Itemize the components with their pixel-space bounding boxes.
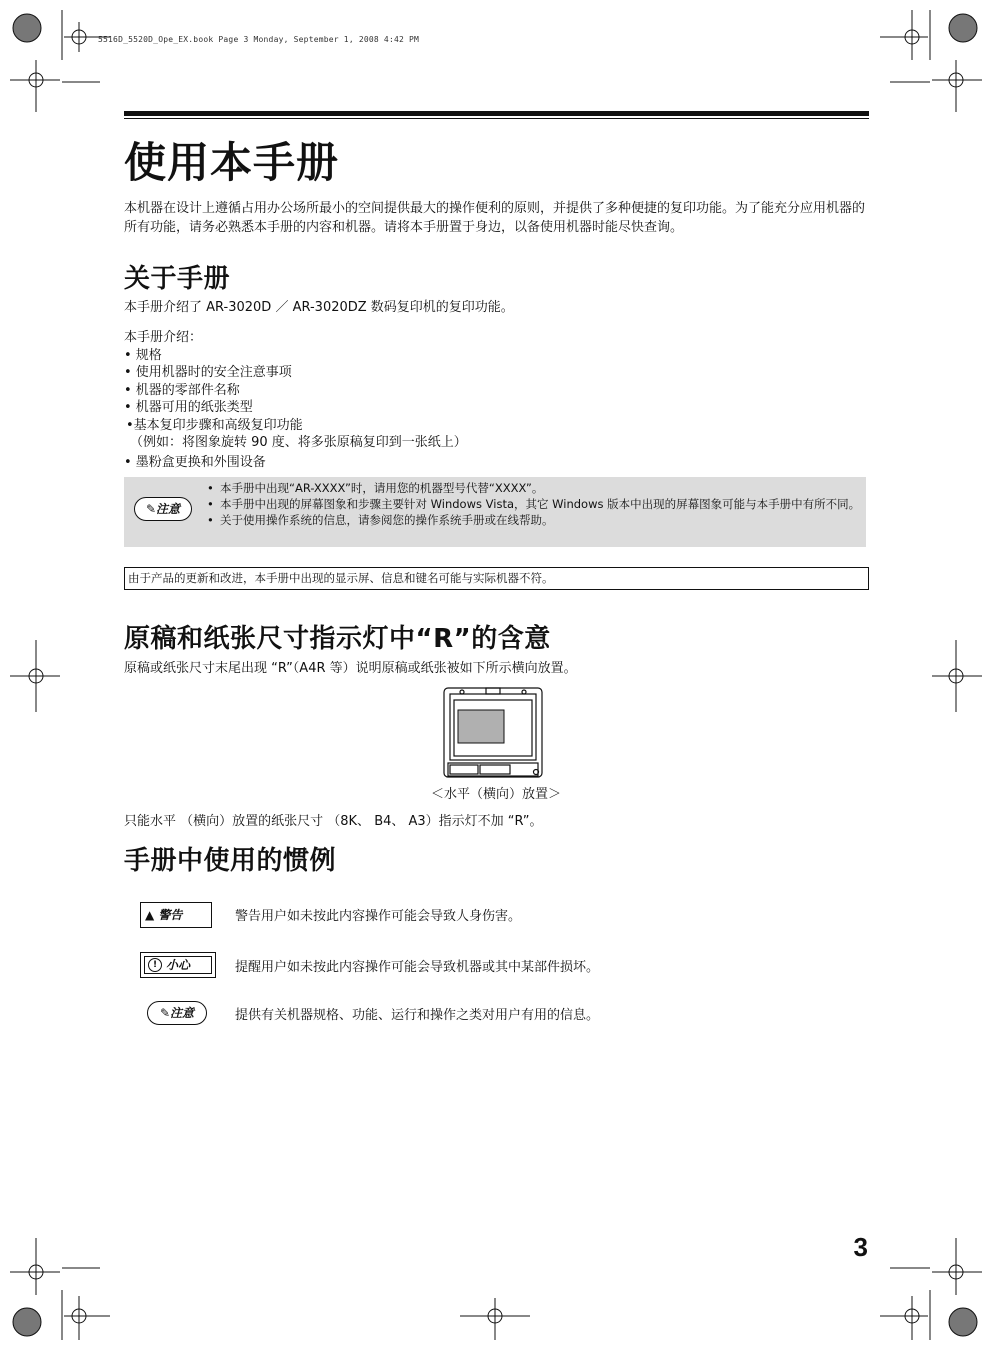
about-description: 本手册介绍了 AR-3020D ／ AR-3020DZ 数码复印机的复印功能。 xyxy=(124,300,514,315)
note-badge: ✎注意 xyxy=(134,497,192,521)
about-list xyxy=(124,329,467,471)
note-item: • 关于使用操作系统的信息，请参阅您的操作系统手册或在线帮助。 xyxy=(207,512,862,528)
illustration-caption: ＜水平（横向）放置＞ xyxy=(430,787,561,802)
warning-badge: ▲ 警告 xyxy=(140,902,212,928)
intro-paragraph: 本机器在设计上遵循占用办公场所最小的空间提供最大的操作便利的原则，并提供了多种便捷的复印功能。为了能充分应用机器的所有功能，请务必熟悉本手册的内容和机器。请将本手册置于身边，以备使用机器时能尽快查询。 xyxy=(124,201,866,235)
pencil-icon: ✎ xyxy=(145,502,157,516)
book-header-meta: 5516D_5520D_Ope_EX.book Page 3 Monday, September 1, 2008 4:42 PM xyxy=(98,35,420,44)
list-item: • 使用机器时的安全注意事项 xyxy=(124,365,292,380)
caution-outline-box: ! 小心 xyxy=(144,956,212,974)
note-convention-badge: ✎注意 xyxy=(147,1001,207,1025)
caution-badge xyxy=(140,952,216,978)
note-list xyxy=(207,480,862,528)
list-item: （例如：将图象旋转 90 度、将多张原稿复印到一张纸上） xyxy=(130,435,467,450)
caution-text: 提醒用户如未按此内容操作可能会导致机器或其中某部件损坏。 xyxy=(235,960,600,975)
page-number: 3 xyxy=(853,1232,868,1262)
exclamation-circle-icon: ! xyxy=(148,958,162,972)
disclaimer-box: 由于产品的更新和改进，本手册中出现的显示屏、信息和键名可能与实际机器不符。 xyxy=(124,567,869,590)
copier-glass-illustration xyxy=(442,686,546,781)
list-item: • 墨粉盒更换和外围设备 xyxy=(124,454,266,470)
title-rule-thin xyxy=(124,118,869,119)
pencil-icon: ✎ xyxy=(159,1006,171,1020)
list-item: • 机器可用的纸张类型 xyxy=(124,400,253,415)
list-item: • 规格 xyxy=(124,347,162,363)
warning-triangle-icon: ▲ xyxy=(145,908,155,922)
list-item: • 机器的零部件名称 xyxy=(124,382,240,398)
about-heading: 关于手册 xyxy=(124,264,231,294)
note-item: • 本手册中出现的屏幕图象和步骤主要针对 Windows Vista，其它 Windows 版本中出现的屏幕图象可能与本手册中有所不同。 xyxy=(207,496,862,512)
note-item: • 本手册中出现“AR-XXXX”时，请用您的机器型号代替“XXXX”。 xyxy=(207,480,862,496)
r-indicator-heading: 原稿和纸张尺寸指示灯中“R”的含意 xyxy=(124,624,551,654)
page-title: 使用本手册 xyxy=(124,138,340,187)
title-rule-thick xyxy=(124,111,869,116)
conventions-heading: 手册中使用的惯例 xyxy=(124,846,337,876)
list-title: 本手册介绍： xyxy=(124,330,203,345)
warning-text: 警告用户如未按此内容操作可能会导致人身伤害。 xyxy=(235,909,522,924)
note-convention-text: 提供有关机器规格、功能、运行和操作之类对用户有用的信息。 xyxy=(235,1008,600,1023)
note-box xyxy=(124,477,866,547)
list-item: •基本复印步骤和高级复印功能 xyxy=(126,417,303,433)
r-indicator-description: 原稿或纸张尺寸末尾出现 “R”（A4R 等）说明原稿或纸张被如下所示横向放置。 xyxy=(124,661,577,676)
r-indicator-note: 只能水平 （横向）放置的纸张尺寸 （8K、 B4、 A3）指示灯不加 “R”。 xyxy=(124,814,543,829)
